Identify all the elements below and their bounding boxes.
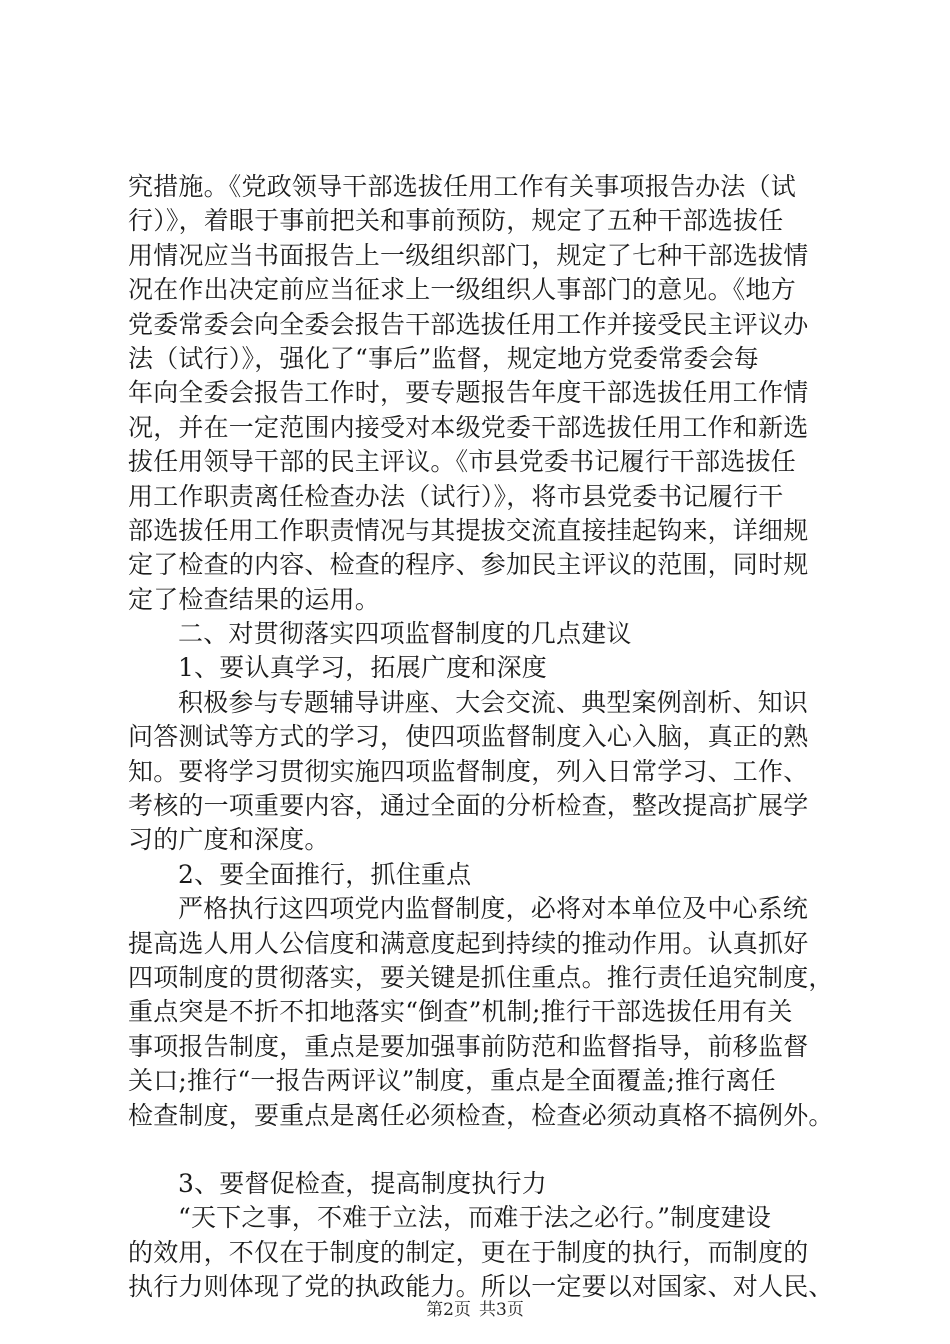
body-line: 执行力则体现了党的执政能力。所以一定要以对国家、对人民、 xyxy=(128,1272,834,1302)
body-line: 年向全委会报告工作时，要专题报告年度干部选拔任用工作情 xyxy=(128,378,809,408)
paragraph-first-line: “天下之事，不难于立法，而难于法之必行。”制度建设 xyxy=(178,1203,772,1233)
subsection-heading: 2、要全面推行，抓住重点 xyxy=(178,859,472,889)
page-total: 共3页 xyxy=(479,1300,524,1320)
subsection-heading: 1、要认真学习，拓展广度和深度 xyxy=(178,653,547,683)
body-line: 究措施。《党政领导干部选拔任用工作有关事项报告办法（试 xyxy=(128,172,796,201)
body-line: 部选拔任用工作职责情况与其提拔交流直接挂起钩来，详细规 xyxy=(128,515,809,545)
body-line: 用情况应当书面报告上一级组织部门，规定了七种干部选拔情 xyxy=(128,240,809,270)
body-line: 问答测试等方式的学习，使四项监督制度入心入脑，真正的熟 xyxy=(128,722,809,752)
paragraph-first-line: 严格执行这四项党内监督制度，必将对本单位及中心系统 xyxy=(178,894,809,924)
page-footer xyxy=(0,1295,950,1320)
body-line: 用工作职责离任检查办法（试行）》，将市县党委书记履行干 xyxy=(128,481,784,511)
section-heading: 二、对贯彻落实四项监督制度的几点建议 xyxy=(178,619,632,649)
body-line: 知。要将学习贯彻实施四项监督制度，列入日常学习、工作、 xyxy=(128,756,809,786)
body-line: 习的广度和深度。 xyxy=(128,825,330,855)
body-line: 况在作出决定前应当征求上一级组织人事部门的意见。《地方 xyxy=(128,275,796,305)
page-number: 第2页 xyxy=(426,1300,471,1320)
body-line: 况，并在一定范围内接受对本级党委干部选拔任用工作和新选 xyxy=(128,412,809,442)
document-body xyxy=(128,170,838,1305)
body-line: 考核的一项重要内容，通过全面的分析检查，整改提高扩展学 xyxy=(128,791,809,821)
paragraph-first-line: 积极参与专题辅导讲座、大会交流、典型案例剖析、知识 xyxy=(178,687,809,717)
body-line: 拔任用领导干部的民主评议。《市县党委书记履行干部选拔任 xyxy=(128,447,796,477)
body-line: 法（试行）》，强化了“事后”监督，规定地方党委常委会每 xyxy=(128,343,759,373)
body-line: 提高选人用人公信度和满意度起到持续的推动作用。认真抓好 xyxy=(128,928,809,958)
paragraph-gap xyxy=(128,1133,838,1167)
body-line: 四项制度的贯彻落实，要关键是抓住重点。推行责任追究制度， xyxy=(128,962,834,992)
body-line: 定了检查的内容、检查的程序、参加民主评议的范围，同时规 xyxy=(128,550,809,580)
body-line: 定了检查结果的运用。 xyxy=(128,584,381,614)
body-line: 党委常委会向全委会报告干部选拔任用工作并接受民主评议办 xyxy=(128,309,809,339)
body-line: 检查制度，要重点是离任必须检查，检查必须动真格不搞例外。 xyxy=(128,1100,834,1130)
body-line: 行）》，着眼于事前把关和事前预防，规定了五种干部选拔任 xyxy=(128,206,784,236)
body-line: 事项报告制度，重点是要加强事前防范和监督指导，前移监督 xyxy=(128,1031,809,1061)
body-line: 关口;推行“一报告两评议”制度，重点是全面覆盖;推行离任 xyxy=(128,1066,777,1096)
body-line: 重点突是不折不扣地落实“倒查”机制;推行干部选拔任用有关 xyxy=(128,997,793,1027)
body-line: 的效用，不仅在于制度的制定，更在于制度的执行，而制度的 xyxy=(128,1237,809,1267)
subsection-heading: 3、要督促检查，提高制度执行力 xyxy=(178,1168,547,1198)
